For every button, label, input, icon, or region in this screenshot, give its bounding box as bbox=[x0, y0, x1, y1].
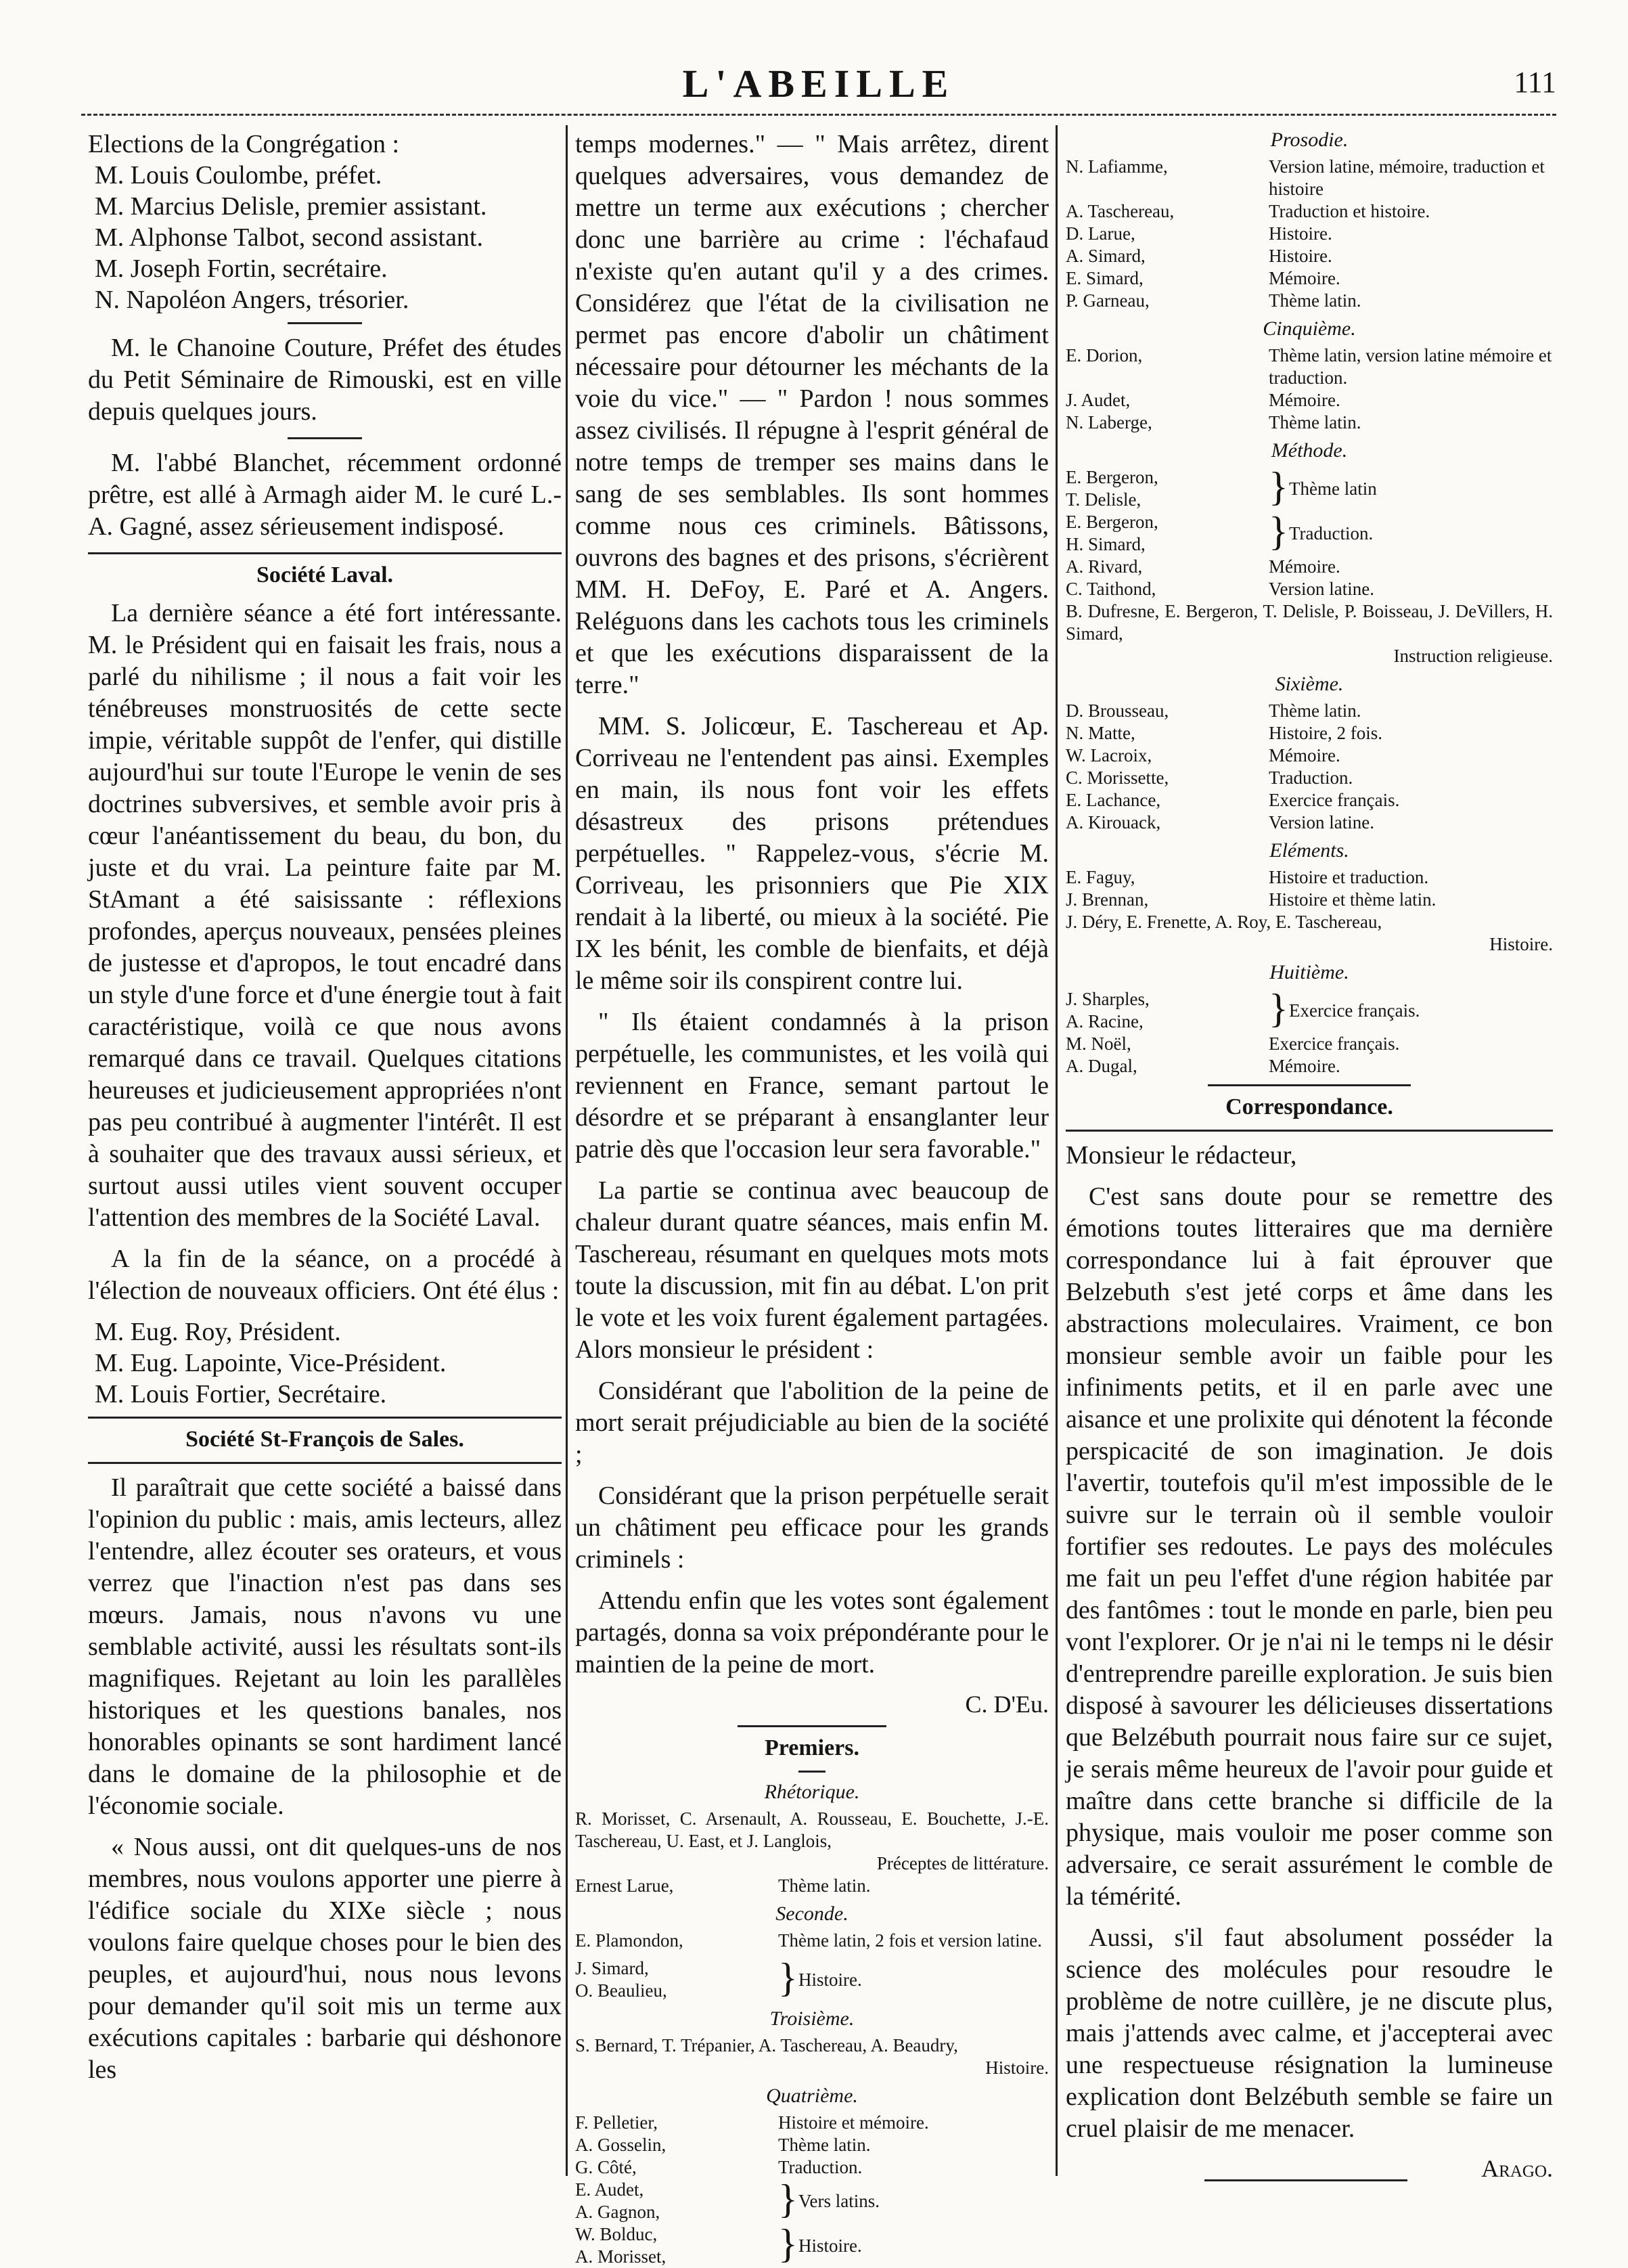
prize-row bbox=[575, 1875, 1049, 1897]
prize-row bbox=[1066, 767, 1553, 789]
brace-glyph: } bbox=[778, 2177, 798, 2221]
article-signature: C. D'Eu. bbox=[965, 1691, 1049, 1718]
prize-name: N. Matte, bbox=[1066, 723, 1135, 743]
prize-name: T. Delisle, bbox=[1066, 489, 1141, 510]
prize-group bbox=[575, 1957, 1049, 2002]
prize-name: A. Gosselin, bbox=[575, 2135, 666, 2155]
prize-name: W. Bolduc, bbox=[575, 2224, 658, 2244]
prize-subject: Thème latin. bbox=[778, 2135, 871, 2155]
class-label: Troisième. bbox=[769, 2007, 855, 2030]
brace-glyph: } bbox=[778, 1955, 798, 2000]
prize-subject: Mémoire. bbox=[1269, 1056, 1340, 1076]
prize-subject: Histoire. bbox=[1269, 223, 1332, 244]
elections-item: M. Marcius Delisle, premier assistant. bbox=[95, 192, 487, 221]
article-paragraph: " Ils étaient condamnés à la prison perpétuelle, les communistes, et les voilà qui reviennent en France, semant partout le désordre et se préparant à ensanglanter leur patrie dès que l'occasion leur sera favorable." bbox=[575, 1008, 1049, 1163]
prize-subject: Thème latin, 2 fois et version latine. bbox=[778, 1930, 1042, 1951]
class-label: Cinquième. bbox=[1263, 317, 1356, 340]
prize-subject: Histoire. bbox=[798, 1969, 862, 1990]
letter-paragraph: Aussi, s'il faut absolument posséder la science des molécules pour resoudre le problème de notre cuillère, je ne discute plus, mais j'attends avec calme, et j'accepterai avec une respectueuse résignation la lumineuse explication dont Belzébuth semble se faire un cruel plaisir de me menacer. bbox=[1066, 1924, 1553, 2143]
prize-name: J. Brennan, bbox=[1066, 889, 1149, 910]
class-label: Quatrième. bbox=[766, 2085, 858, 2107]
officer-item: M. Louis Fortier, Secrétaire. bbox=[95, 1380, 387, 1408]
brace-glyph: } bbox=[1269, 464, 1288, 509]
names-line: S. Bernard, T. Trépanier, A. Taschereau, A. Beaudry, bbox=[575, 2035, 958, 2055]
prize-subject: Exercice français. bbox=[1269, 790, 1400, 810]
prize-row bbox=[575, 2134, 1049, 2156]
section-rule bbox=[1208, 1084, 1411, 1086]
column-2 bbox=[575, 129, 1049, 2267]
prize-name: G. Côté, bbox=[575, 2157, 637, 2177]
section-rule bbox=[88, 552, 562, 554]
prize-name: A. Racine, bbox=[1066, 1011, 1144, 1031]
prize-row bbox=[1066, 223, 1553, 245]
officers-list bbox=[88, 1316, 562, 1410]
prize-name: J. Sharples, bbox=[1066, 989, 1150, 1009]
section-heading: Société Laval. bbox=[256, 562, 394, 587]
prize-subject: Mémoire. bbox=[1269, 556, 1340, 577]
prize-row bbox=[575, 2112, 1049, 2134]
prize-subject: Traduction. bbox=[1289, 522, 1374, 543]
class-label: Rhétorique. bbox=[764, 1781, 860, 1803]
class-label: Méthode. bbox=[1271, 439, 1348, 462]
prize-row bbox=[1066, 789, 1553, 811]
prize-subject: Mémoire. bbox=[1269, 390, 1340, 410]
officer-item: M. Eug. Lapointe, Vice-Président. bbox=[95, 1349, 447, 1377]
prize-subject: Version latine. bbox=[1269, 579, 1374, 599]
prize-name: Ernest Larue, bbox=[575, 1875, 674, 1896]
elections-item: N. Napoléon Angers, trésorier. bbox=[95, 286, 409, 314]
section-rule bbox=[88, 1462, 562, 1464]
prize-row bbox=[1066, 389, 1553, 412]
prize-name: N. Lafiamme, bbox=[1066, 156, 1168, 177]
prize-subject: Version latine. bbox=[1269, 812, 1374, 832]
prize-name: A. Dugal, bbox=[1066, 1056, 1137, 1076]
prize-row bbox=[575, 2156, 1049, 2179]
article-paragraph: Il paraîtrait que cette société a baissé dans l'opinion du public : mais, amis lecteurs, allez l'entendre, allez écouter ses orateurs, et vous verrez que l'inaction n'est pas dans ses mœurs. Jamais, nous n'avons vu une semblable activité, aussi les résultats sont-ils magnifiques. Rejetant au loin les parallèles historiques et les questions banales, nos honorables opinants se sont hardiment lancé dans le domaine de la philosophie et de l'économie sociale. bbox=[88, 1473, 562, 1820]
prize-name: W. Lacroix, bbox=[1066, 745, 1152, 765]
prize-subject: Vers latins. bbox=[798, 2190, 880, 2211]
elections-item: M. Joseph Fortin, secrétaire. bbox=[95, 254, 388, 283]
masthead-title: L'ABEILLE bbox=[682, 62, 955, 106]
article-paragraph: A la fin de la séance, on a procédé à l'élection de nouveaux officiers. Ont été élus : bbox=[88, 1245, 562, 1305]
prize-subject: Histoire et mémoire. bbox=[778, 2112, 929, 2133]
prize-name: E. Dorion, bbox=[1066, 345, 1143, 365]
prize-name: E. Bergeron, bbox=[1066, 512, 1158, 532]
prize-subject: Thème latin. bbox=[1269, 290, 1361, 311]
prize-subject: Traduction. bbox=[1269, 768, 1353, 788]
names-line: J. Déry, E. Frenette, A. Roy, E. Taschereau, bbox=[1066, 912, 1382, 932]
prize-subject: Thème latin. bbox=[1269, 412, 1361, 432]
news-paragraph: M. le Chanoine Couture, Préfet des études du Petit Séminaire de Rimouski, est en ville depuis quelques jours. bbox=[88, 334, 562, 426]
section-heading: Société St-François de Sales. bbox=[185, 1427, 464, 1452]
prize-name: A. Simard, bbox=[1066, 246, 1146, 266]
prize-row bbox=[1066, 267, 1553, 290]
prize-row bbox=[1066, 866, 1553, 889]
prize-name: A. Gagnon, bbox=[575, 2202, 660, 2222]
news-paragraph: M. l'abbé Blanchet, récemment ordonné prêtre, est allé à Armagh aider M. le curé L.-A. Gagné, assez sérieusement indisposé. bbox=[88, 449, 562, 541]
brace-glyph: } bbox=[1269, 509, 1288, 554]
prize-row bbox=[1066, 744, 1553, 767]
class-label: Eléments. bbox=[1269, 839, 1349, 862]
section-rule bbox=[1066, 1130, 1553, 1132]
section-heading: Premiers. bbox=[764, 1735, 860, 1760]
brace-glyph: } bbox=[778, 2221, 798, 2266]
class-label: Huitième. bbox=[1269, 961, 1349, 983]
letter-salutation: Monsieur le rédacteur, bbox=[1066, 1141, 1297, 1170]
prize-subject: Histoire. bbox=[1269, 246, 1332, 266]
separator bbox=[288, 322, 362, 324]
prize-row bbox=[575, 1930, 1049, 1952]
prize-row bbox=[1066, 200, 1553, 223]
column-rule-2 bbox=[1056, 125, 1058, 2176]
prize-group bbox=[1066, 466, 1553, 511]
prize-row bbox=[1066, 156, 1553, 200]
class-label: Prosodie. bbox=[1270, 129, 1349, 151]
prize-subject: Exercice français. bbox=[1289, 1000, 1420, 1021]
section-rule bbox=[88, 1417, 562, 1419]
prize-name: E. Bergeron, bbox=[1066, 467, 1158, 487]
prize-name: D. Larue, bbox=[1066, 223, 1135, 244]
page-header bbox=[81, 54, 1556, 115]
prize-name: E. Lachance, bbox=[1066, 790, 1161, 810]
brace-glyph: } bbox=[1269, 986, 1288, 1031]
prize-name: E. Simard, bbox=[1066, 268, 1144, 288]
prize-row bbox=[1066, 556, 1553, 578]
names-line: R. Morisset, C. Arsenault, A. Rousseau, E. Bouchette, J.-E. Taschereau, U. East, et J. Langlois, bbox=[575, 1808, 1049, 1851]
column-1 bbox=[88, 129, 562, 2166]
prize-name: J. Simard, bbox=[575, 1958, 649, 1978]
prize-row bbox=[1066, 1033, 1553, 1055]
separator bbox=[288, 437, 362, 439]
prize-row bbox=[1066, 889, 1553, 911]
separator bbox=[738, 1725, 886, 1727]
prize-name: E. Audet, bbox=[575, 2179, 644, 2200]
names-line: B. Dufresne, E. Bergeron, T. Delisle, P. Boisseau, J. DeVillers, H. Simard, bbox=[1066, 601, 1553, 644]
prize-name: C. Taithond, bbox=[1066, 579, 1156, 599]
column-rule-1 bbox=[566, 125, 568, 2176]
prize-name: M. Noël, bbox=[1066, 1033, 1131, 1054]
prize-name: H. Simard, bbox=[1066, 534, 1146, 554]
prize-subject: Traduction. bbox=[778, 2157, 863, 2177]
prize-subject: Mémoire. bbox=[1269, 745, 1340, 765]
prize-group bbox=[1066, 988, 1553, 1033]
prize-subject: Exercice français. bbox=[1269, 1033, 1400, 1054]
article-paragraph: Attendu enfin que les votes sont également partagés, donna sa voix prépondérante pour le maintien de la peine de mort. bbox=[575, 1586, 1049, 1678]
prize-group bbox=[575, 2223, 1049, 2268]
prize-row bbox=[1066, 578, 1553, 600]
prize-name: A. Kirouack, bbox=[1066, 812, 1161, 832]
page-number: 111 bbox=[1514, 66, 1556, 99]
prize-subject: Histoire et traduction. bbox=[1269, 867, 1429, 887]
article-paragraph: La partie se continua avec beaucoup de chaleur durant quatre séances, mais enfin M. Taschereau, résumant en quelques mots mots toute la discussion, mit fin au débat. L'on prit le vote et les voix furent également partagées. Alors monsieur le président : bbox=[575, 1176, 1049, 1364]
prize-name: E. Faguy, bbox=[1066, 867, 1135, 887]
subject-line: Préceptes de littérature. bbox=[876, 1853, 1049, 1873]
prize-name: D. Brousseau, bbox=[1066, 701, 1169, 721]
letter-signature: Arago. bbox=[1481, 2155, 1553, 2182]
elections-item: M. Alphonse Talbot, second assistant. bbox=[95, 223, 483, 252]
prize-group bbox=[575, 2179, 1049, 2223]
article-paragraph: Considérant que l'abolition de la peine de mort serait préjudiciable au bien de la société ; bbox=[575, 1377, 1049, 1469]
prize-row bbox=[1066, 245, 1553, 267]
prize-subject: Thème latin bbox=[1289, 478, 1377, 499]
prize-subject: Mémoire. bbox=[1269, 268, 1340, 288]
prize-row bbox=[1066, 811, 1553, 834]
prize-name: P. Garneau, bbox=[1066, 290, 1150, 311]
elections-intro: Elections de la Congrégation : bbox=[88, 130, 400, 158]
prize-row bbox=[1066, 1055, 1553, 1077]
subject-line: Histoire. bbox=[985, 2058, 1049, 2078]
officer-item: M. Eug. Roy, Président. bbox=[95, 1318, 341, 1346]
prize-name: C. Morissette, bbox=[1066, 768, 1169, 788]
prize-subject: Histoire. bbox=[798, 2235, 862, 2256]
subject-line: Instruction religieuse. bbox=[1393, 646, 1553, 666]
prize-group bbox=[1066, 511, 1553, 556]
class-label: Seconde. bbox=[775, 1903, 849, 1925]
column-3 bbox=[1066, 129, 1553, 2182]
prize-subject: Traduction et histoire. bbox=[1269, 201, 1430, 221]
prize-subject: Thème latin. bbox=[778, 1875, 871, 1896]
prize-row bbox=[1066, 700, 1553, 722]
section-heading: Correspondance. bbox=[1225, 1094, 1393, 1119]
prize-name: A. Morisset, bbox=[575, 2246, 666, 2267]
prize-name: J. Audet, bbox=[1066, 390, 1131, 410]
prize-subject: Histoire et thème latin. bbox=[1269, 889, 1437, 910]
prize-row bbox=[1066, 344, 1553, 389]
prize-row bbox=[1066, 412, 1553, 434]
prize-row bbox=[1066, 722, 1553, 744]
prize-subject: Thème latin, version latine mémoire et traduction. bbox=[1269, 345, 1552, 388]
elections-item: M. Louis Coulombe, préfet. bbox=[95, 161, 382, 190]
subject-line: Histoire. bbox=[1489, 934, 1553, 954]
prize-name: F. Pelletier, bbox=[575, 2112, 658, 2133]
article-paragraph: temps modernes." — " Mais arrêtez, dirent quelques adversaires, vous demandez de mettre un terme aux exécutions ; chercher donc une barrière au crime : l'échafaud n'existe qu'en autant qu'il y a des crimes. Considérez que l'état de la civilisation ne permet pas encore d'abolir un châtiment nécessaire pour détourner les méchants de la voie du vice." — " Pardon ! nous sommes assez civilisés. Il répugne à l'esprit général de notre temps de tremper ses mains dans le sang de ses semblables. Ils sont hommes comme nous ces criminels. Bâtissons, ouvrons des bagnes et des prisons, s'écrièrent MM. H. DeFoy, E. Paré et A. Angers. Reléguons dans les cachots tous les criminels et que les exécutions disparaissent de la terre." bbox=[575, 130, 1049, 699]
prize-name: O. Beaulieu, bbox=[575, 1980, 667, 2001]
prize-name: A. Rivard, bbox=[1066, 556, 1143, 577]
prize-name: A. Taschereau, bbox=[1066, 201, 1175, 221]
header-rule bbox=[81, 114, 1556, 116]
article-paragraph: MM. S. Jolicœur, E. Taschereau et Ap. Corriveau ne l'entendent pas ainsi. Exemples en main, ils nous font voir les effets désastreux des prisons prétendues perpétuelles. " Rappelez-vous, s'écrie M. Corriveau, les prisonniers que Pie XIX rendait à la liberté, ou mieux à la société. Pie IX les bénit, les comble de bienfaits, et déjà le même soir ils conspirent contre lui. bbox=[575, 712, 1049, 995]
letter-paragraph: C'est sans doute pour se remettre des émotions toutes litteraires que ma dernière correspondance lui à fait éprouver que Belzebuth s'est jeté corps et âme dans les abstractions moleculaires. Vraiment, ce bon monsieur semble avoir un faible pour les infiniments petits, et il en parle avec une aisance et une prolixite qui dénotent la féconde perspicacité de son imagination. Je dois l'avertir, toutefois qu'il m'est impossible de le suivre sur le terrain où il semble vouloir fortifier ses redoutes. Le pays des molécules me fait un peu l'effet d'une région habitée par des fantômes : tout le monde en parle, bien peu vont l'explorer. Or je n'ai ni le temps ni le désir d'entreprendre pareille exploration. Je suis bien disposé à savourer les délicieuses dissertations que Belzébuth pourrait nous faire sur ce sujet, je serais même heureux de l'avoir pour guide et maître dans cette branche si difficile de la physique, mais vouloir me poser comme son adversaire, ce serait assurément le comble de la témérité. bbox=[1066, 1182, 1553, 1911]
article-paragraph: La dernière séance a été fort intéressante. M. le Président qui en faisait les frais, nous a parlé du nihilisme ; il nous a fait voir les ténébreuses monstruosités de cette secte impie, véritable suppôt de l'enfer, qui distille aujourd'hui sur toute l'Europe le venin de ses doctrines subversives, et semble avoir pris à cœur l'anéantissement du beau, du bon, du juste et du vrai. La peinture faite par M. StAmant a été saisissante : réflexions profondes, aperçus nouveaux, pensées pleines de justesse et d'apropos, le tout encadré dans un style d'une force et d'une énergie tout à fait caractéristique, voilà ce que nous avons remarqué dans ce travail. Quelques citations heureuses et judicieusement appropriées n'ont pas peu contribué à augmenter l'intérêt. Il est à souhaiter que des travaux aussi sérieux, et surtout aussi utiles vient souvent occuper l'attention des membres de la Société Laval. bbox=[88, 599, 562, 1232]
prize-row bbox=[1066, 290, 1553, 312]
class-label: Sixième. bbox=[1275, 673, 1344, 695]
prize-name: E. Plamondon, bbox=[575, 1930, 683, 1951]
article-paragraph: « Nous aussi, ont dit quelques-uns de nos membres, nous voulons apporter une pierre à l'édifice sociale du XIXe siècle ; nous voulons faire quelque choses pour le bien des peuples, et aujourd'hui, nous nous levons pour demander qu'il soit mis un terme aux exécutions capitales : barbarie qui déshonore les bbox=[88, 1833, 562, 2084]
closing-rule bbox=[1204, 2179, 1407, 2181]
prize-subject: Thème latin. bbox=[1269, 701, 1361, 721]
prize-name: N. Laberge, bbox=[1066, 412, 1152, 432]
elections-list bbox=[88, 129, 562, 315]
article-paragraph: Considérant que la prison perpétuelle serait un châtiment peu efficace pour les grands criminels : bbox=[575, 1482, 1049, 1574]
prize-subject: Histoire, 2 fois. bbox=[1269, 723, 1382, 743]
separator bbox=[798, 1771, 826, 1773]
prize-subject: Version latine, mémoire, traduction et histoire bbox=[1269, 156, 1545, 199]
